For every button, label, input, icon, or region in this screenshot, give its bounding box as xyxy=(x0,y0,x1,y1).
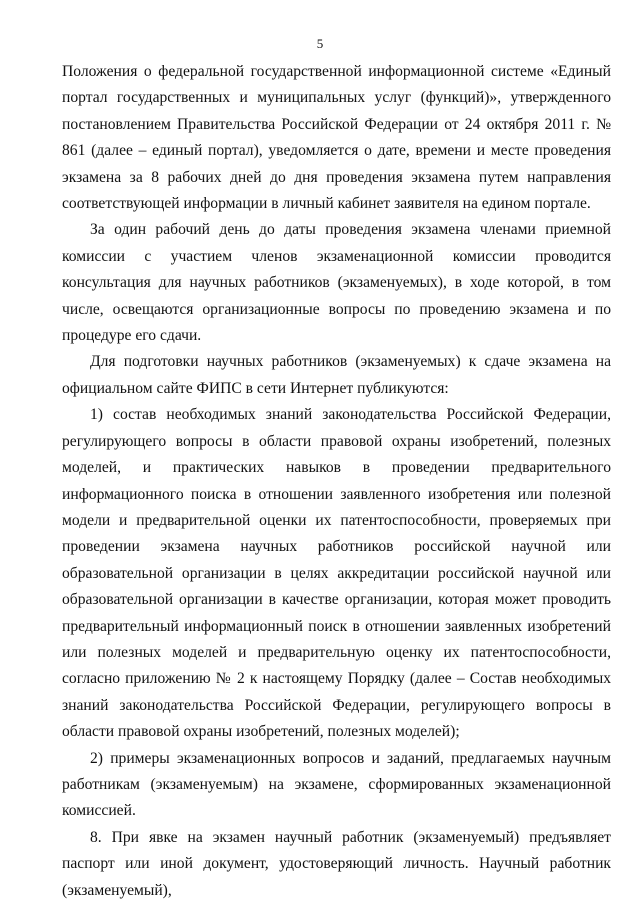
list-item-2: 2) примеры экзаменационных вопросов и заданий, предлагаемых научным работникам (экзаменуемым) на экзамене, сформированных экзаменационной комиссией. xyxy=(62,749,611,820)
paragraph-consultation: За один рабочий день до даты проведения экзамена членами приемной комиссии с участием членов экзаменационной комиссии проводится консультация для научных работников (экзаменуемых), в ходе которой, в том числе, освещаются организационные вопросы по проведению экзамена и по процедуре его сдачи. xyxy=(62,221,611,345)
list-item-1: 1) состав необходимых знаний законодательства Российской Федерации, регулирующего вопросы в области правовой охраны изобретений, полезных моделей, и практических навыков в проведении предварительного информационного поиска в отношении заявленного изобретения или полезной модели и предварительной оценки их патентоспособности, проверяемых при проведении экзамена научных работников российской научной или образовательной организации в целях аккредитации российской научной или образовательной организации в качестве организации, которая может проводить предварительный информационный поиск в отношении заявленных изобретений или полезных моделей и предварительную оценку их патентоспособности, согласно приложению № 2 к настоящему Порядку (далее – Состав необходимых знаний законодательства Российской Федерации, регулирующего вопросы в области правовой охраны изобретений, полезных моделей); xyxy=(62,406,611,741)
paragraph-item-8: 8. При явке на экзамен научный работник (экзаменуемый) предъявляет паспорт или иной документ, удостоверяющий личность. Научный работник (экзаменуемый), xyxy=(62,828,611,899)
page-number: 5 xyxy=(316,36,324,51)
paragraph-preparation: Для подготовки научных работников (экзаменуемых) к сдаче экзамена на официальном сайте ФИПС в сети Интернет публикуются: xyxy=(62,353,611,397)
paragraph-continuation: Положения о федеральной государственной информационной системе «Единый портал государственных и муниципальных услуг (функций)», утвержденного постановлением Правительства Российской Федерации от 24 октября 2011 г. № 861 (далее – единый портал), уведомляется о дате, времени и месте проведения экзамена за 8 рабочих дней до дня проведения экзамена путем направления соответствующей информации в личный кабинет заявителя на едином портале. xyxy=(62,63,611,213)
document-body xyxy=(62,59,611,904)
